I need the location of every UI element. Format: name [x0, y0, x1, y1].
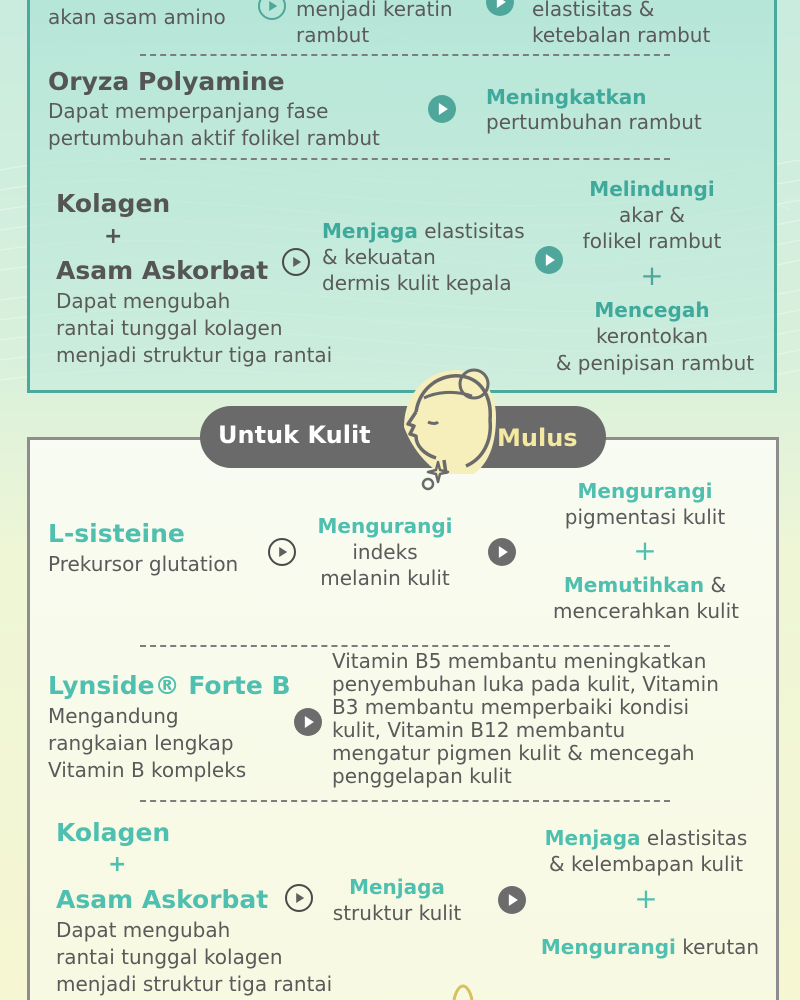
badge-label-right: Mulus: [497, 424, 578, 452]
lynside-right-1: Vitamin B5 membantu meningkatkan: [332, 649, 707, 673]
lynside-desc-1: Mengandung: [48, 704, 179, 728]
kolagen-skin-desc-2: rantai tunggal kolagen: [56, 945, 283, 969]
lynside-right-2: penyembuhan luka pada kulit, Vitamin: [332, 672, 719, 696]
lsisteine-mid-bold: Mengurangi: [317, 514, 453, 538]
kolagen-title: Kolagen: [56, 189, 171, 218]
asam-askorbat-skin-title: Asam Askorbat: [56, 885, 269, 914]
kolagen-skin-desc-3: menjadi struktur tiga rantai: [56, 972, 333, 996]
lynside-right-6: penggelapan kulit: [332, 764, 512, 788]
row0-middle-text: menjadi keratin rambut: [296, 0, 453, 47]
kolagen-skin-r1-line2: & kelembapan kulit: [548, 852, 743, 876]
play-icon: [535, 246, 563, 274]
asam-askorbat-title: Asam Askorbat: [56, 256, 269, 285]
play-icon: [488, 538, 516, 566]
lsisteine-mid-line3: melanin kulit: [320, 566, 450, 590]
play-icon: [294, 708, 322, 736]
kolagen-skin-title: Kolagen: [56, 818, 171, 847]
lsisteine-r1-line2: pigmentasi kulit: [564, 505, 726, 529]
plus-sign: +: [108, 852, 127, 877]
divider: [140, 800, 670, 802]
woman-face-icon: [394, 362, 504, 494]
lsisteine-title: L-sisteine: [48, 519, 185, 548]
play-icon: [498, 886, 526, 914]
kolagen-desc-3: menjadi struktur tiga rantai: [56, 343, 333, 367]
plus-sign: +: [634, 882, 658, 915]
melindungi-bold: Melindungi: [589, 177, 715, 201]
lynside-right-3: B3 membantu memperbaiki kondisi: [332, 695, 690, 719]
kolagen-skin-r1-line1: Menjaga elastisitas: [544, 826, 748, 850]
kolagen-mid-line3: dermis kulit kepala: [322, 271, 512, 295]
melindungi-line2: akar &: [619, 203, 685, 227]
lynside-desc-2: rangkaian lengkap: [48, 731, 234, 755]
mencegah-line3: & penipisan rambut: [555, 351, 755, 375]
play-icon: [268, 538, 296, 566]
divider: [140, 645, 670, 647]
oryza-result-rest: pertumbuhan rambut: [486, 110, 702, 134]
oryza-desc-2: pertumbuhan aktif folikel rambut: [48, 126, 380, 150]
oryza-title: Oryza Polyamine: [48, 67, 285, 96]
plus-sign: +: [640, 259, 664, 292]
kolagen-skin-mid-bold: Menjaga: [349, 875, 445, 899]
kolagen-mid-line2: & kekuatan: [322, 245, 436, 269]
kolagen-skin-mid-line2: struktur kulit: [332, 901, 462, 925]
mencegah-line2: kerontokan: [595, 324, 709, 348]
divider: [140, 158, 670, 160]
lynside-right-4: kulit, Vitamin B12 membantu: [332, 718, 626, 742]
kolagen-mid-line1: Menjaga elastisitas: [322, 219, 525, 243]
lsisteine-r2-line1: Memutihkan &: [563, 573, 727, 597]
play-icon: [282, 248, 310, 276]
plus-sign: +: [633, 534, 657, 567]
lsisteine-desc: Prekursor glutation: [48, 552, 239, 576]
lsisteine-r2-line2: mencerahkan kulit: [552, 599, 740, 623]
plus-sign: +: [104, 224, 123, 249]
lynside-right-5: mengatur pigmen kulit & mencegah: [332, 741, 695, 765]
lsisteine-mid-line2: indeks: [352, 540, 418, 564]
badge-label-left: Untuk Kulit: [218, 421, 371, 449]
mencegah-bold: Mencegah: [594, 298, 710, 322]
play-icon: [285, 884, 313, 912]
divider: [140, 54, 670, 56]
kolagen-desc-2: rantai tunggal kolagen: [56, 316, 283, 340]
kolagen-skin-desc-1: Dapat mengubah: [56, 918, 231, 942]
row0-right-text: elastisitas & ketebalan rambut: [532, 0, 711, 47]
oryza-result-bold: Meningkatkan: [486, 85, 647, 109]
lynside-desc-3: Vitamin B kompleks: [48, 758, 247, 782]
kolagen-desc-1: Dapat mengubah: [56, 289, 231, 313]
decorative-icon-partial: [448, 984, 478, 1000]
oryza-desc-1: Dapat memperpanjang fase: [48, 99, 329, 123]
kolagen-skin-r2-line1: Mengurangi kerutan: [540, 935, 760, 959]
lsisteine-r1-bold: Mengurangi: [577, 479, 713, 503]
play-icon: [428, 95, 456, 123]
row0-left-text: akan asam amino: [48, 5, 226, 29]
melindungi-line3: folikel rambut: [582, 229, 722, 253]
lynside-title: Lynside® Forte B: [48, 671, 291, 700]
